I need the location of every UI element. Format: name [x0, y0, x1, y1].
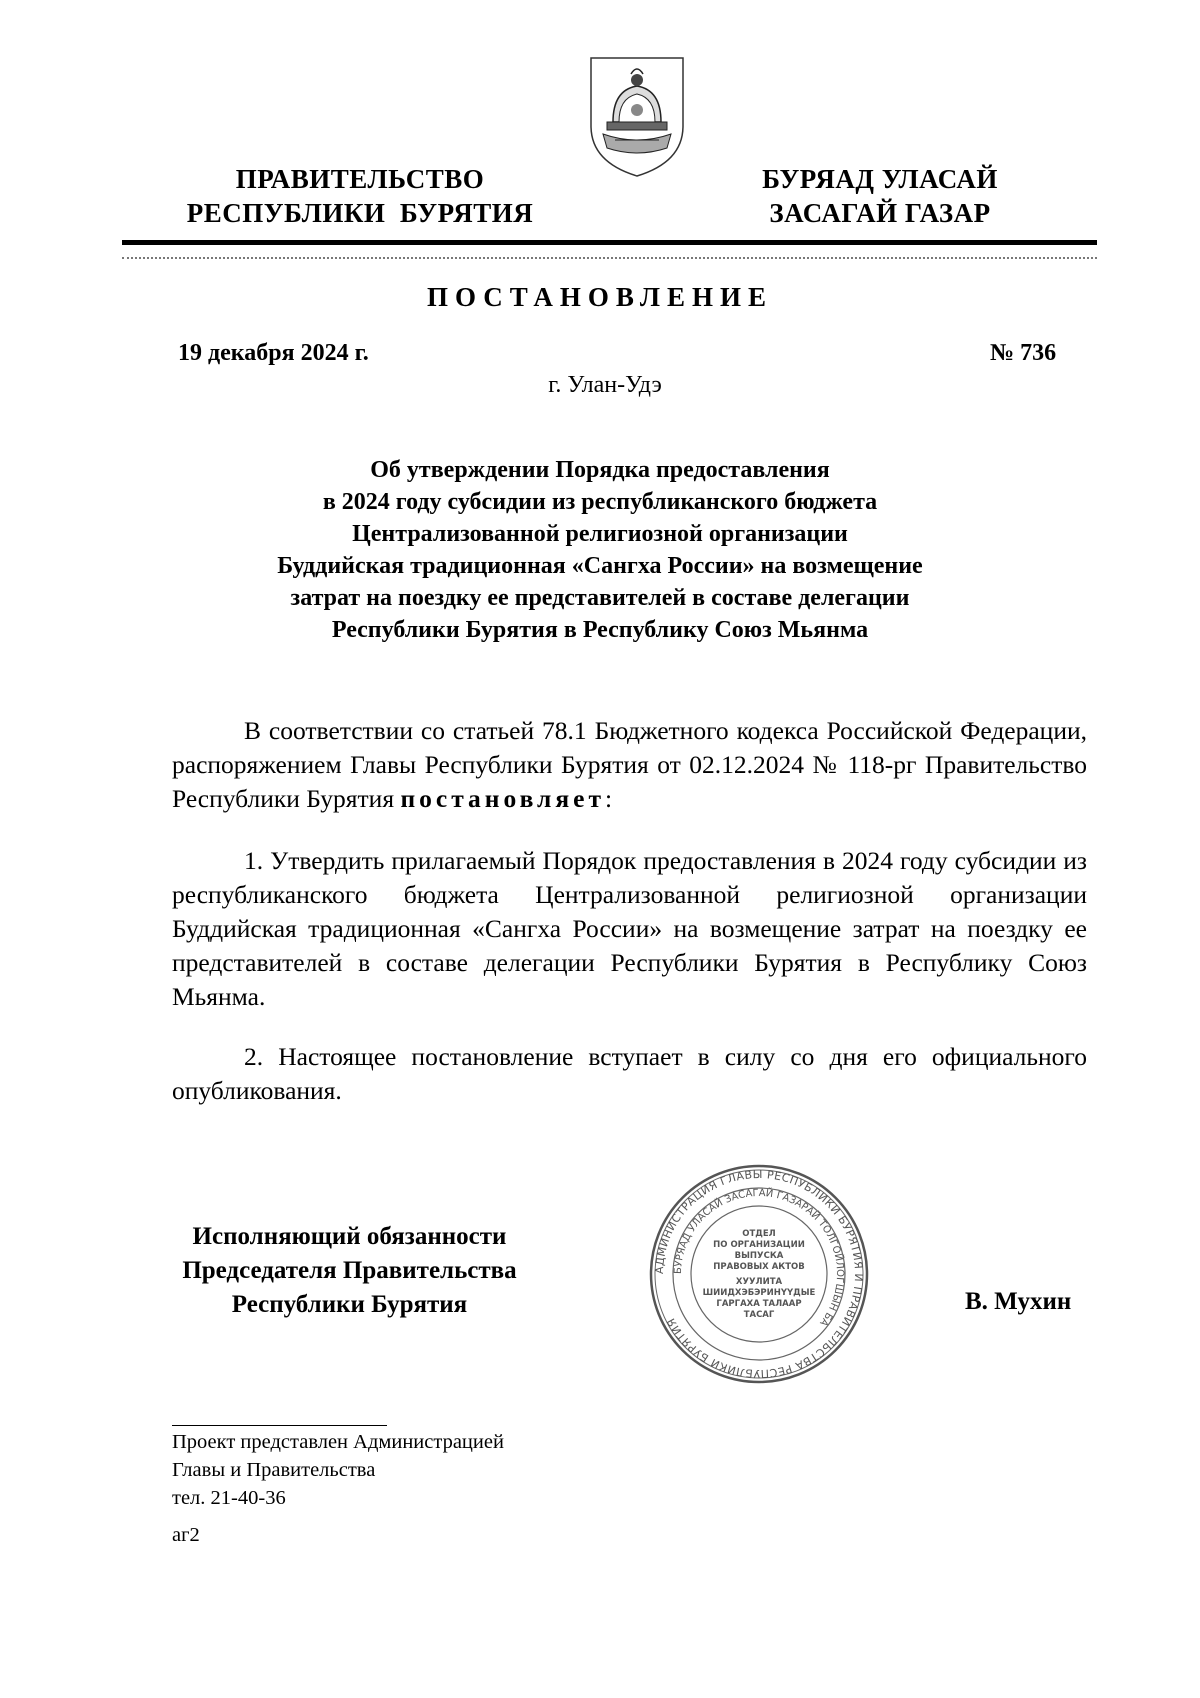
seal-center-line: ХУУЛИТА — [735, 1277, 783, 1287]
title-line: затрат на поездку ее представителей в составе делегации — [290, 585, 910, 611]
decree-verb: постановляет — [400, 784, 605, 813]
footnote-line: тел. 21-40-36 — [172, 1487, 286, 1509]
signatory-title — [152, 1220, 547, 1322]
header-rule-thick — [122, 240, 1097, 245]
seal-center-line: ТАСАГ — [743, 1310, 775, 1320]
issuer-buryat-line-2: ЗАСАГАЙ ГАЗАР — [769, 198, 991, 228]
preamble-paragraph — [172, 714, 1087, 816]
document-code: аг2 — [172, 1524, 200, 1546]
seal-center-line: ОТДЕЛ — [742, 1229, 776, 1239]
official-seal-icon — [648, 1163, 870, 1385]
document-city: г. Улан-Удэ — [548, 372, 662, 398]
seal-center-line: ШИИДХЭБЭРИНҮҮДЫЕ — [702, 1288, 816, 1298]
footnote-line: Главы и Правительства — [172, 1459, 376, 1481]
issuer-name-russian — [150, 162, 570, 230]
signatory-title-line: Председателя Правительства — [182, 1257, 517, 1284]
document-date: 19 декабря 2024 г. — [178, 340, 369, 366]
preamble-colon: : — [604, 784, 613, 813]
title-line: Республики Бурятия в Республику Союз Мьянма — [331, 617, 869, 643]
signatory-name: В. Мухин — [965, 1288, 1072, 1315]
seal-center-line: ПРАВОВЫХ АКТОВ — [713, 1262, 805, 1272]
clause-2-paragraph: 2. Настоящее постановление вступает в силу со дня его официального опубликования. — [172, 1042, 1087, 1105]
seal-center-line: ПО ОРГАНИЗАЦИИ — [713, 1240, 805, 1250]
clause-1-paragraph: 1. Утвердить прилагаемый Порядок предоставления в 2024 году субсидии из республиканского бюджета Централизованной религиозной организации Буддийская традиционная «Сангха России» на возмещение затрат на поездку ее представителей в составе делегации Республики Бурятия в Республику Союз Мьянма. — [172, 846, 1087, 1011]
issuer-name-buryat — [730, 162, 1030, 230]
seal-center-line: ВЫПУСКА — [734, 1251, 784, 1261]
document-number: № 736 — [990, 340, 1057, 366]
issuer-line-2: РЕСПУБЛИКИ БУРЯТИЯ — [186, 198, 534, 228]
header-rule-dotted — [122, 257, 1097, 259]
title-line: Буддийская традиционная «Сангха России» на возмещение — [277, 553, 923, 579]
seal-center-line: ГАРГАХА ТАЛААР — [716, 1299, 802, 1309]
footnote — [172, 1428, 504, 1512]
seal-outer-text: АДМИНИСТРАЦИЯ ГЛАВЫ РЕСПУБЛИКИ БУРЯТИЯ И ПРАВИТЕЛЬСТВА РЕСПУБЛИКИ БУРЯТИЯ — [652, 1167, 866, 1381]
signatory-title-line: Республики Бурятия — [231, 1291, 468, 1318]
svg-text:АДМИНИСТРАЦИЯ ГЛАВЫ РЕСПУБЛИКИ — [653, 1168, 865, 1380]
title-line: в 2024 году субсидии из республиканского бюджета — [322, 489, 878, 515]
signatory-title-line: Исполняющий обязанности — [192, 1223, 507, 1250]
document-type: ПОСТАНОВЛЕНИЕ — [426, 282, 774, 312]
document-title — [170, 454, 1030, 646]
footnote-line: Проект представлен Администрацией — [172, 1431, 504, 1453]
title-line: Об утверждении Порядка предоставления — [370, 457, 830, 483]
coat-of-arms-icon — [585, 52, 689, 180]
preamble-text: В соответствии со статьей 78.1 Бюджетного кодекса Российской Федерации, распоряжением Главы Республики Бурятия от 02.12.2024 № 118-рг Правительство Республики Бурятия — [172, 716, 1087, 813]
title-line: Централизованной религиозной организации — [352, 521, 848, 547]
seal-inner-ring-text: БУРЯАД УЛАСАЙ ЗАСАГАЙ ГАЗАРАЙ ТОЛГОЙЛОГШЫН БА — [672, 1187, 846, 1328]
issuer-buryat-line-1: БУРЯАД УЛАСАЙ — [762, 164, 998, 194]
issuer-line-1: ПРАВИТЕЛЬСТВО — [235, 164, 485, 194]
footnote-divider — [172, 1425, 387, 1426]
